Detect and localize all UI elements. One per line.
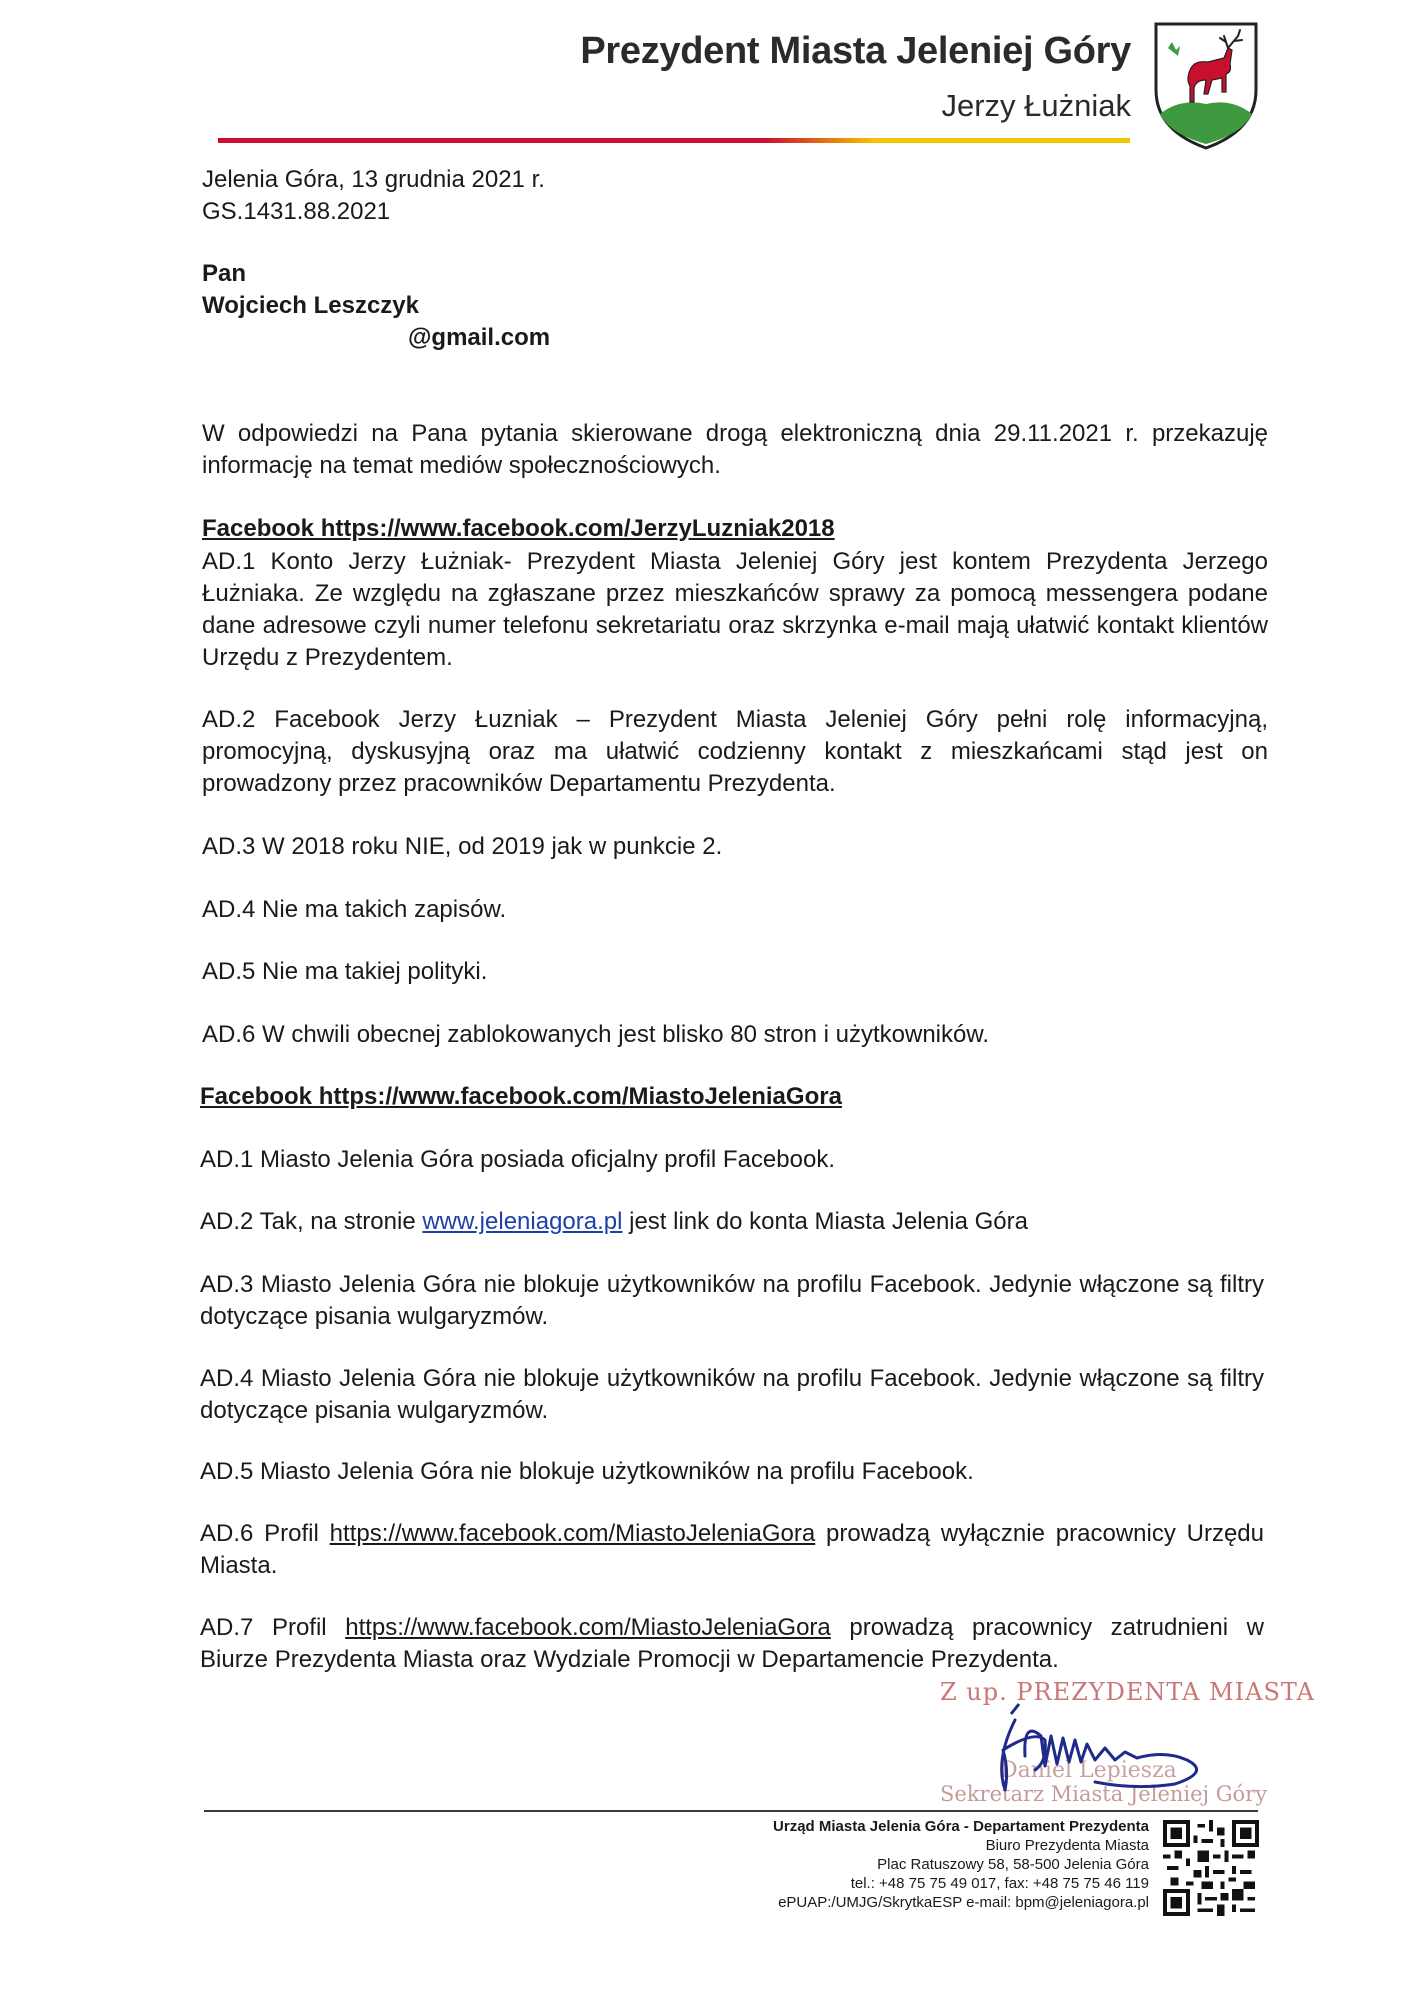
footer-phone-fax: tel.: +48 75 75 49 017, fax: +48 75 75 46 119 xyxy=(850,1875,1149,1892)
section1-ad3: AD.3 W 2018 roku NIE, od 2019 jak w punkcie 2. xyxy=(202,833,723,860)
letterhead-title: Prezydent Miasta Jeleniej Góry xyxy=(580,30,1131,72)
recipient-name: Wojciech Leszczyk xyxy=(202,292,419,319)
section1-ad6: AD.6 W chwili obecnej zablokowanych jest blisko 80 stron i użytkowników. xyxy=(202,1021,990,1048)
facebook-profile-link[interactable]: https://www.facebook.com/MiastoJeleniaGora xyxy=(329,1520,816,1547)
stag-coat-of-arms-icon xyxy=(1150,18,1262,153)
footer-divider xyxy=(204,1810,1258,1812)
section1-ad4: AD.4 Nie ma takich zapisów. xyxy=(202,896,507,923)
section2-ad7 xyxy=(200,1612,1264,1676)
section2-ad2-text-post: jest link do konta Miasta Jelenia Góra xyxy=(622,1208,1028,1235)
recipient-email: @gmail.com xyxy=(408,324,551,351)
section2-ad2-text-pre: AD.2 Tak, na stronie xyxy=(200,1208,423,1235)
section1-ad1: AD.1 Konto Jerzy Łużniak- Prezydent Miasta Jeleniej Góry jest kontem Prezydenta Jerzego Łużniaka. Ze względu na zgłaszane przez mieszkańców sprawy za pomocą messengera podane dane adresowe czyli numer telefonu sekretariatu oraz skrzynka e-mail mają ułatwić kontakt klientów Urzędu z Prezydentem. xyxy=(202,548,1268,671)
facebook-profile-link-2[interactable]: https://www.facebook.com/MiastoJeleniaGora xyxy=(345,1614,831,1641)
letterhead-name: Jerzy Łużniak xyxy=(941,88,1131,123)
intro-paragraph: W odpowiedzi na Pana pytania skierowane drogą elektroniczną dnia 29.11.2021 r. przekazuję informację na temat mediów społecznościowych. xyxy=(202,420,1268,479)
letter-date: Jelenia Góra, 13 grudnia 2021 r. xyxy=(202,166,545,193)
section1-ad5: AD.5 Nie ma takiej polityki. xyxy=(202,958,488,985)
stamp-authorization: Z up. PREZYDENTA MIASTA xyxy=(940,1678,1315,1706)
footer-epuap-email: ePUAP:/UMJG/SkrytkaESP e-mail: bpm@jeleniagora.pl xyxy=(778,1894,1149,1911)
section2-ad7-text-pre: AD.7 Profil xyxy=(200,1614,346,1641)
stamp-title: Sekretarz Miasta Jeleniej Góry xyxy=(940,1782,1268,1806)
letterhead-divider xyxy=(218,138,1130,143)
section2-ad5: AD.5 Miasto Jelenia Góra nie blokuje użytkowników na profilu Facebook. xyxy=(200,1458,974,1485)
website-link[interactable]: www.jeleniagora.pl xyxy=(422,1208,623,1235)
section2-ad6 xyxy=(200,1518,1264,1582)
section2-ad7-text-post: prowadzą pracownicy zatrudnieni w Biurze Prezydenta Miasta oraz Wydziale Promocji w Departamencie Prezydenta. xyxy=(200,1614,1264,1673)
section1-ad2: AD.2 Facebook Jerzy Łuzniak – Prezydent Miasta Jeleniej Góry pełni rolę informacyjną, promocyjną, dyskusyjną oraz ma ułatwić codzienny kontakt z mieszkańcami stąd jest on prowadzony przez pracowników Departamentu Prezydenta. xyxy=(202,706,1268,797)
footer-office: Urząd Miasta Jelenia Góra - Departament Prezydenta xyxy=(773,1818,1149,1835)
section2-ad6-text-post: prowadzą wyłącznie pracownicy Urzędu Miasta. xyxy=(200,1520,1265,1579)
section2-ad1: AD.1 Miasto Jelenia Góra posiada oficjalny profil Facebook. xyxy=(200,1146,835,1173)
handwritten-signature xyxy=(975,1700,1225,1805)
section2-ad3: AD.3 Miasto Jelenia Góra nie blokuje użytkowników na profilu Facebook. Jedynie włączone są filtry dotyczące pisania wulgaryzmów. xyxy=(200,1271,1264,1330)
footer-department: Biuro Prezydenta Miasta xyxy=(985,1837,1149,1854)
recipient-salutation: Pan xyxy=(202,260,247,287)
redacted-email-part xyxy=(225,328,395,350)
stamp-signatory-name: Daniel Lepiesza xyxy=(1000,1758,1177,1783)
footer-address: Plac Ratuszowy 58, 58-500 Jelenia Góra xyxy=(877,1856,1149,1873)
section2-ad2 xyxy=(200,1206,1028,1238)
qr-code-icon xyxy=(1163,1820,1259,1916)
reference-number: GS.1431.88.2021 xyxy=(202,198,391,225)
section1-heading-link[interactable]: Facebook https://www.facebook.com/JerzyLuzniak2018 xyxy=(202,515,835,542)
section2-ad4: AD.4 Miasto Jelenia Góra nie blokuje użytkowników na profilu Facebook. Jedynie włączone są filtry dotyczące pisania wulgaryzmów. xyxy=(200,1365,1264,1424)
section2-heading-link[interactable]: Facebook https://www.facebook.com/MiastoJeleniaGora xyxy=(200,1083,842,1110)
section2-ad6-text-pre: AD.6 Profil xyxy=(200,1520,330,1547)
